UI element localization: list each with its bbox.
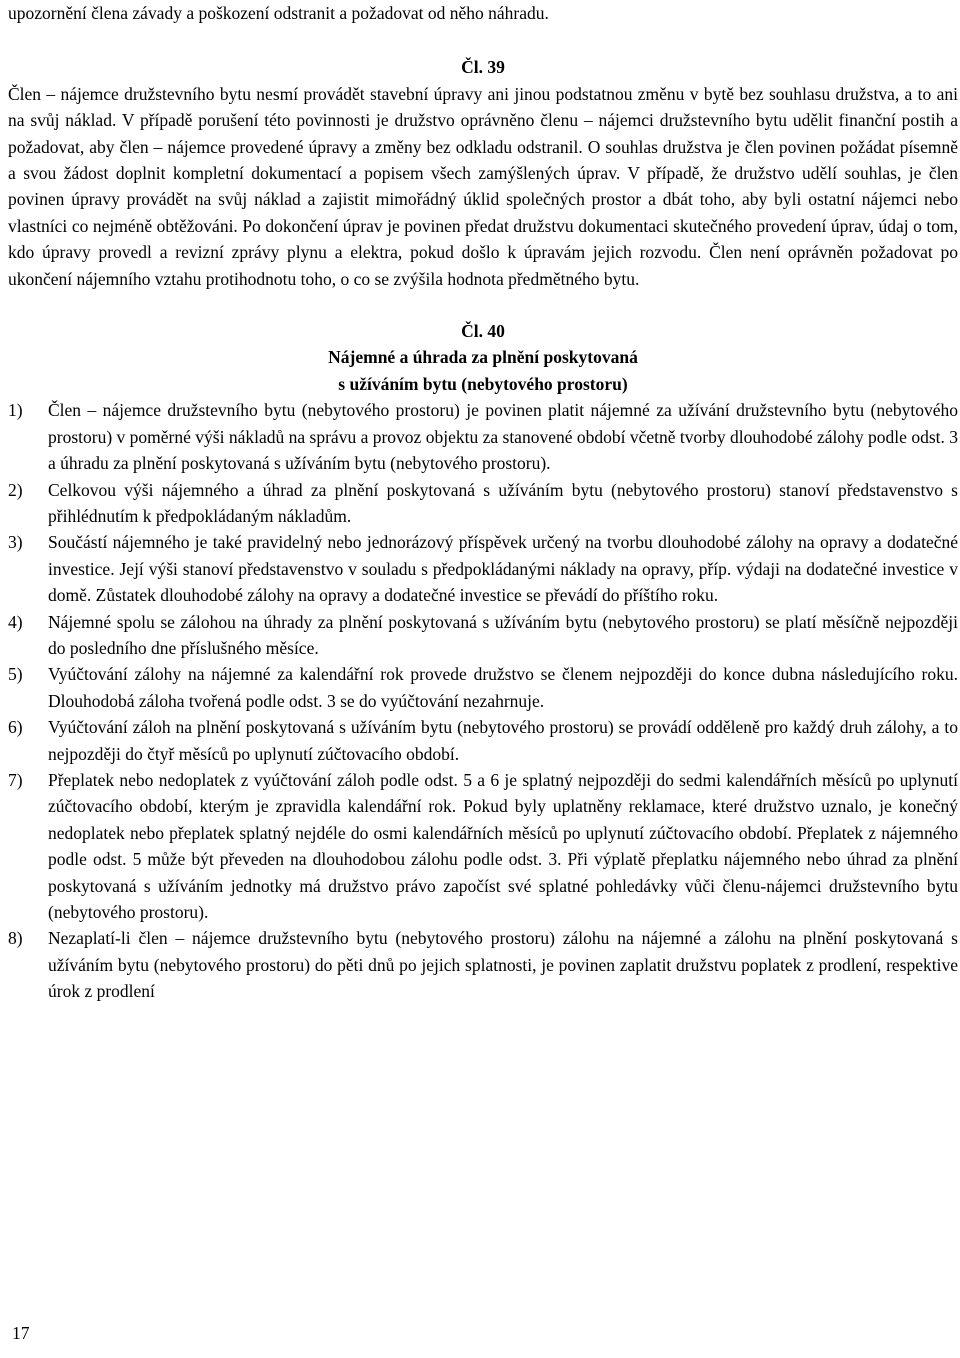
item-text: Nezaplatí-li člen – nájemce družstevního bytu (nebytového prostoru) zálohu na nájemné a zálohu na plnění poskytovaná s užíváním bytu (nebytového prostoru) do pěti dnů po jejich splatnosti, je povinen zaplatit družstvu poplatek z prodlení, respektive úrok z prodlení xyxy=(48,928,958,1002)
article-40-title-line-1: Nájemné a úhrada za plnění poskytovaná xyxy=(328,347,638,368)
item-text: Člen – nájemce družstevního bytu (nebytového prostoru) je povinen platit nájemné za užívání družstevního bytu (nebytového prostoru) v poměrné výši nákladů na správu a provoz objektu za stanovené období včetně tvorby dlouhodobé zálohy podle odst. 3 a úhradu za plnění poskytovaná s užíváním bytu (nebytového prostoru). xyxy=(48,400,958,474)
list-item xyxy=(8,714,958,767)
item-number: 8) xyxy=(8,928,23,949)
list-item xyxy=(8,661,958,714)
item-number: 2) xyxy=(8,479,23,500)
item-number: 1) xyxy=(8,400,23,421)
item-text: Součástí nájemného je také pravidelný nebo jednorázový příspěvek určený na tvorbu dlouhodobé zálohy na opravy a dodatečné investice. Její výši stanoví představenstvo v souladu s předpokládanými náklady na opravy, příp. výdaji na dodatečné investice v domě. Zůstatek dlouhodobé zálohy na opravy a dodatečné investice se převádí do příštího roku. xyxy=(48,532,958,606)
item-text: Vyúčtování záloh na plnění poskytovaná s užíváním bytu (nebytového prostoru) se provádí odděleně pro každý druh zálohy, a to nejpozději do čtyř měsíců po uplynutí zúčtovacího období. xyxy=(48,717,958,764)
article-40-title-line-2: s užíváním bytu (nebytového prostoru) xyxy=(338,373,628,394)
article-40-heading: Čl. 40 xyxy=(461,321,505,342)
document-page xyxy=(8,0,958,1005)
item-text: Nájemné spolu se zálohou na úhrady za plnění poskytovaná s užíváním bytu (nebytového prostoru) se platí měsíčně nejpozději do posledního dne příslušného měsíce. xyxy=(48,611,958,658)
item-number: 5) xyxy=(8,664,23,685)
item-text: Vyúčtování zálohy na nájemné za kalendářní rok provede družstvo se členem nejpozději do konce dubna následujícího roku. Dlouhodobá záloha tvořená podle odst. 3 se do vyúčtování nezahrnuje. xyxy=(48,664,958,711)
item-number: 3) xyxy=(8,532,23,553)
item-text: Celkovou výši nájemného a úhrad za plnění poskytovaná s užíváním bytu (nebytového prostoru) stanoví představenstvo s přihlédnutím k předpokládaným nákladům. xyxy=(48,479,958,526)
list-item xyxy=(8,925,958,1004)
article-39-heading: Čl. 39 xyxy=(461,57,505,78)
list-item xyxy=(8,529,958,608)
item-number: 4) xyxy=(8,611,23,632)
intro-line: upozornění člena závady a poškození odstranit a požadovat od něho náhradu. xyxy=(8,3,549,23)
item-text: Přeplatek nebo nedoplatek z vyúčtování záloh podle odst. 5 a 6 je splatný nejpozději do sedmi kalendářních měsíců po uplynutí zúčtovacího období, kterým je zpravidla kalendářní rok. Pokud byly uplatněny reklamace, které družstvo uznalo, je konečný nedoplatek nebo přeplatek splatný nejdéle do osmi kalendářních měsíců po uplynutí zúčtovacího období. Přeplatek z nájemného podle odst. 5 může být převeden na dlouhodobou zálohu podle odst. 3. Při výplatě přeplatku nájemného nebo úhrad za plnění poskytovaná s užíváním jednotky má družstvo právo započíst své splatné pohledávky vůči členu-nájemci družstevního bytu (nebytového prostoru). xyxy=(48,769,958,922)
list-item xyxy=(8,767,958,925)
article-40-items xyxy=(8,397,958,1004)
item-number: 7) xyxy=(8,769,23,790)
page-number: 17 xyxy=(12,1323,30,1343)
list-item xyxy=(8,609,958,662)
item-number: 6) xyxy=(8,717,23,738)
list-item xyxy=(8,477,958,530)
list-item xyxy=(8,397,958,476)
article-39-text: Člen – nájemce družstevního bytu nesmí provádět stavební úpravy ani jinou podstatnou změnu v bytě bez souhlasu družstva, a to ani na svůj náklad. V případě porušení této povinnosti je družstvo oprávněno členu – nájemci družstevního bytu udělit finanční postih a požadovat, aby člen – nájemce provedené úpravy a změny bez odkladu odstranil. O souhlas družstva je člen povinen požádat písemně a svou žádost doplnit kompletní dokumentací a popisem všech zamýšlených úprav. V případě, že družstvo udělí souhlas, je člen povinen úpravy provádět na svůj náklad a zajistit mimořádný úklid společných prostor a dbát toho, aby byli ostatní nájemci nebo vlastníci co nejméně obtěžováni. Po dokončení úprav je povinen předat družstvu dokumentaci skutečného provedení úprav, údaj o tom, kdo úpravy provedl a revizní zprávy plynu a elektra, pokud došlo k úpravám jejich rozvodu. Člen není oprávněn požadovat po ukončení nájemního vztahu protihodnotu toho, o co se zvýšila hodnota předmětného bytu. xyxy=(8,83,958,289)
